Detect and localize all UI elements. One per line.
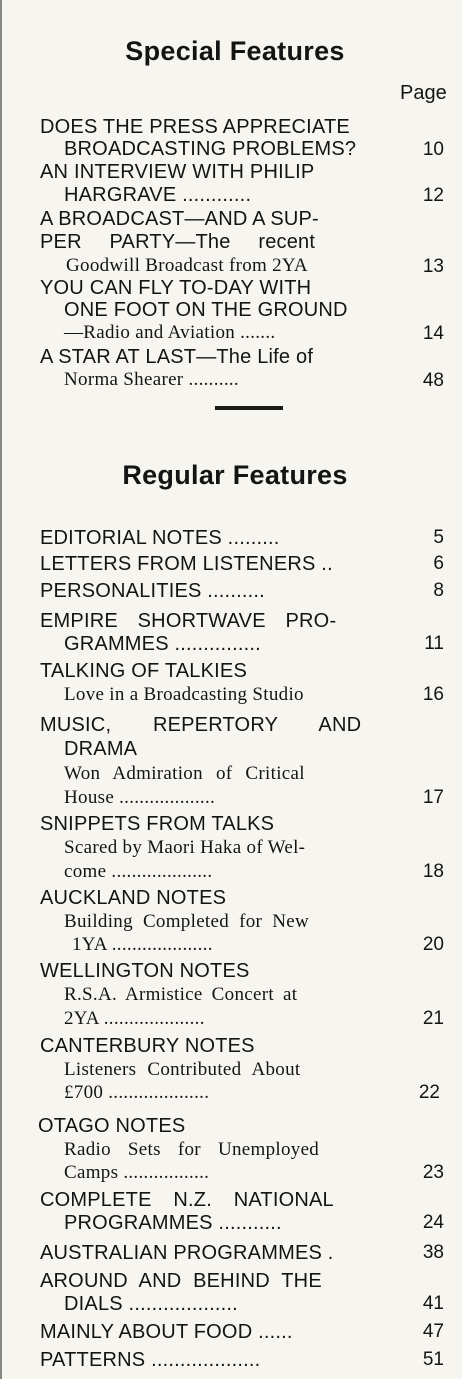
regular-entry-5-line-2: Love in a Broadcasting Studio bbox=[64, 684, 304, 705]
special-entry-3-page: 13 bbox=[422, 256, 444, 277]
page-column-label: Page bbox=[400, 82, 447, 104]
regular-entry-12-line-1: COMPLETE N.Z. NATIONAL bbox=[40, 1189, 334, 1211]
regular-entry-7-line-1: SNIPPETS FROM TALKS bbox=[40, 813, 275, 835]
regular-entry-4-page: 11 bbox=[424, 633, 444, 654]
regular-entry-10-page: 22 bbox=[418, 1082, 440, 1103]
regular-entry-8-page: 20 bbox=[422, 934, 444, 955]
regular-entry-5-page: 16 bbox=[422, 684, 444, 705]
regular-entry-7-page: 18 bbox=[422, 861, 444, 882]
regular-entry-7-line-2: Scared by Maori Haka of Wel- bbox=[64, 837, 306, 858]
regular-entry-15-page: 47 bbox=[422, 1321, 444, 1342]
page-edge-shadow bbox=[0, 0, 2, 1379]
regular-entry-3-page: 8 bbox=[433, 580, 444, 601]
regular-entry-3-line-1: PERSONALITIES .......... bbox=[40, 580, 265, 602]
regular-entry-10-line-3: £700 .................... bbox=[64, 1082, 210, 1103]
regular-entry-12-page: 24 bbox=[422, 1212, 444, 1233]
regular-entry-6-line-1: MUSIC, REPERTORY AND bbox=[40, 714, 362, 736]
regular-entry-6-page: 17 bbox=[422, 787, 444, 808]
section-divider bbox=[215, 406, 283, 410]
special-entry-1-line-1: DOES THE PRESS APPRECIATE bbox=[40, 116, 350, 138]
regular-entry-6-line-2: DRAMA bbox=[64, 738, 138, 760]
regular-entry-6-line-3: Won Admiration of Critical bbox=[64, 763, 305, 784]
special-features-heading: Special Features bbox=[125, 36, 345, 66]
regular-entry-1-line-1: EDITORIAL NOTES ......... bbox=[40, 527, 280, 549]
regular-entry-8-line-3: 1YA .................... bbox=[72, 934, 213, 955]
regular-entry-5-line-1: TALKING OF TALKIES bbox=[40, 660, 247, 682]
regular-entry-16-page: 51 bbox=[422, 1349, 444, 1370]
special-entry-2-line-2: HARGRAVE ............ bbox=[64, 184, 252, 206]
special-entry-3-line-2: PER PARTY—The recent bbox=[40, 231, 316, 253]
regular-entry-9-line-3: 2YA .................... bbox=[64, 1008, 205, 1029]
special-entry-5-line-2: Norma Shearer .......... bbox=[64, 369, 239, 390]
regular-entry-9-line-1: WELLINGTON NOTES bbox=[40, 960, 250, 982]
special-entry-1-page: 10 bbox=[422, 139, 444, 160]
regular-entry-4-line-1: EMPIRE SHORTWAVE PRO- bbox=[40, 610, 337, 632]
regular-entry-8-line-2: Building Completed for New bbox=[64, 911, 309, 932]
regular-entry-15-line-1: MAINLY ABOUT FOOD ...... bbox=[40, 1321, 293, 1343]
regular-entry-12-line-2: PROGRAMMES ........... bbox=[64, 1212, 282, 1234]
regular-features-heading: Regular Features bbox=[122, 460, 348, 490]
special-entry-5-page: 48 bbox=[422, 370, 444, 391]
regular-entry-1-page: 5 bbox=[433, 527, 444, 548]
regular-entry-11-page: 23 bbox=[422, 1162, 444, 1183]
regular-entry-13-page: 38 bbox=[422, 1242, 444, 1263]
special-entry-5-line-1: A STAR AT LAST—The Life of bbox=[40, 346, 314, 368]
special-entry-2-line-1: AN INTERVIEW WITH PHILIP bbox=[40, 161, 315, 183]
regular-entry-14-page: 41 bbox=[422, 1293, 444, 1314]
regular-entry-7-line-3: come .................... bbox=[64, 861, 213, 882]
regular-entry-9-page: 21 bbox=[422, 1008, 444, 1029]
regular-entry-11-line-2: Radio Sets for Unemployed bbox=[64, 1139, 320, 1160]
special-entry-1-line-2: BROADCASTING PROBLEMS? bbox=[64, 138, 357, 160]
regular-entry-2-page: 6 bbox=[433, 553, 444, 574]
regular-entry-4-line-2: GRAMMES ............... bbox=[64, 633, 261, 655]
regular-entry-13-line-1: AUSTRALIAN PROGRAMMES . bbox=[40, 1242, 334, 1264]
regular-entry-14-line-1: AROUND AND BEHIND THE bbox=[40, 1270, 322, 1292]
special-entry-3-line-1: A BROADCAST—AND A SUP- bbox=[40, 208, 319, 230]
special-entry-4-line-1: YOU CAN FLY TO-DAY WITH bbox=[40, 277, 312, 299]
special-entry-4-line-3: —Radio and Aviation ....... bbox=[64, 322, 276, 343]
regular-entry-9-line-2: R.S.A. Armistice Concert at bbox=[64, 984, 298, 1005]
regular-entry-10-line-1: CANTERBURY NOTES bbox=[40, 1035, 255, 1057]
special-entry-2-page: 12 bbox=[422, 185, 444, 206]
special-entry-4-page: 14 bbox=[422, 323, 444, 344]
regular-entry-10-line-2: Listeners Contributed About bbox=[64, 1059, 301, 1080]
regular-entry-11-line-3: Camps ................. bbox=[64, 1162, 210, 1183]
regular-entry-2-line-1: LETTERS FROM LISTENERS .. bbox=[40, 553, 333, 575]
special-entry-3-line-3: Goodwill Broadcast from 2YA bbox=[66, 255, 308, 276]
regular-entry-14-line-2: DIALS ................... bbox=[64, 1293, 238, 1315]
regular-entry-16-line-1: PATTERNS ................... bbox=[40, 1349, 261, 1371]
regular-entry-6-line-4: House ................... bbox=[64, 787, 216, 808]
regular-entry-8-line-1: AUCKLAND NOTES bbox=[40, 887, 227, 909]
special-entry-4-line-2: ONE FOOT ON THE GROUND bbox=[64, 299, 348, 321]
regular-entry-11-line-1: OTAGO NOTES bbox=[38, 1115, 186, 1137]
